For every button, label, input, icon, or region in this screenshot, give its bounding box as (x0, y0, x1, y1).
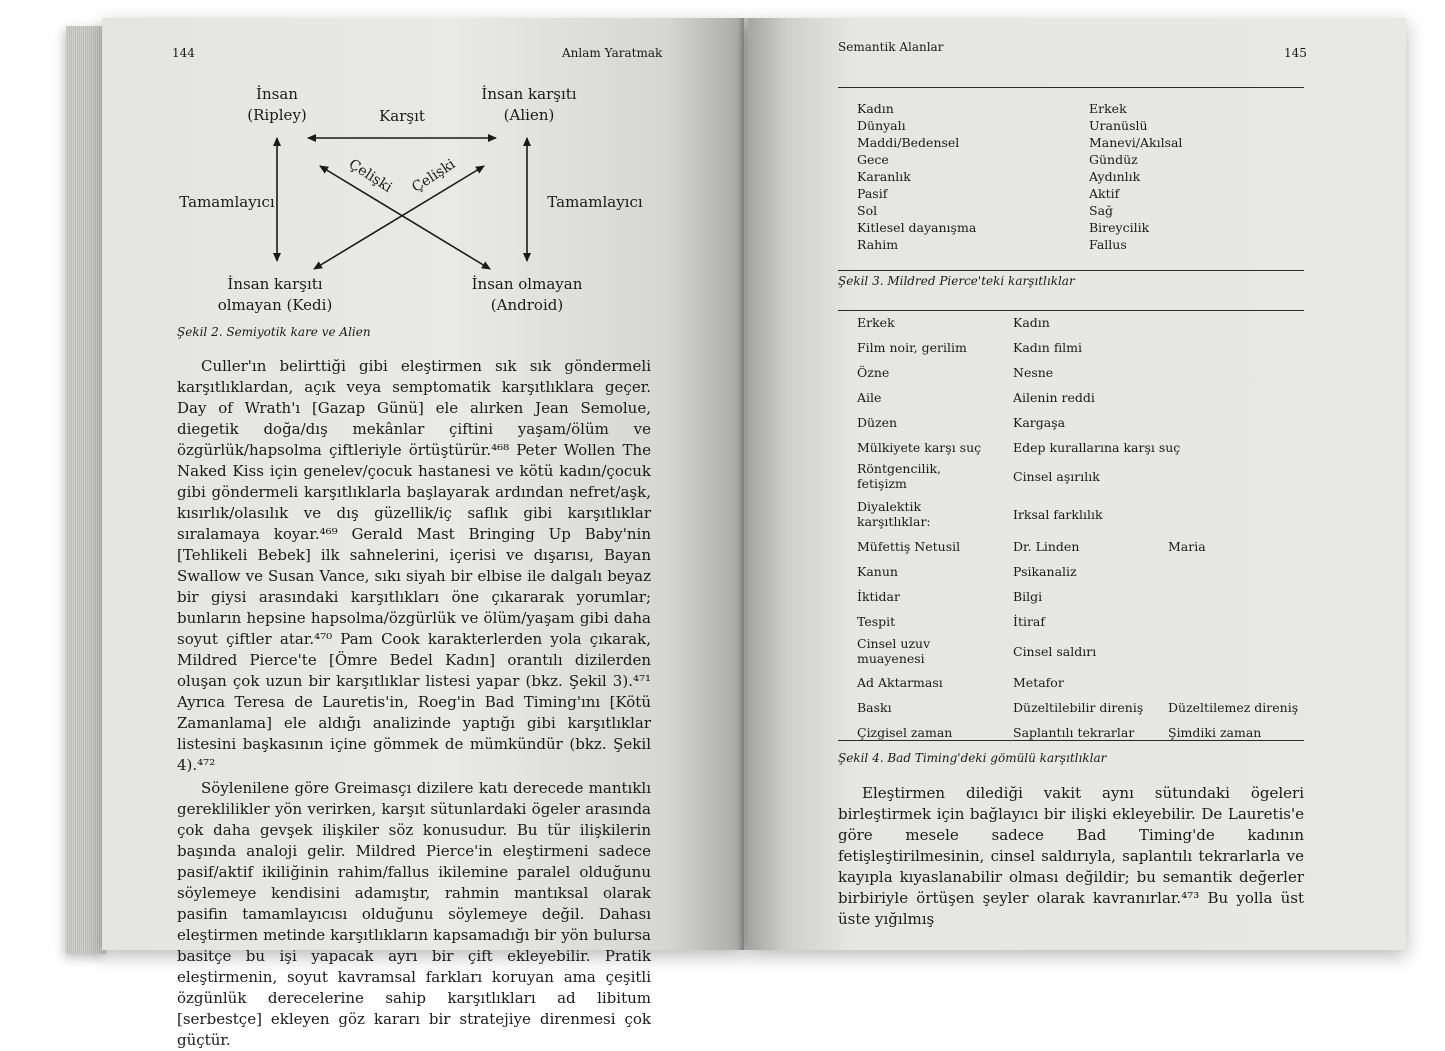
figure-4-cell: Metafor (1013, 675, 1064, 690)
relation-top: Karşıt (379, 107, 425, 125)
figure-4-cell: Film noir, gerilim (857, 340, 967, 355)
figure-4-cell: Cinsel aşırılık (1013, 469, 1100, 484)
figure-4-cell: Müfettiş Netusil (857, 539, 961, 554)
figure-3-left-item: Kitlesel dayanışma (857, 220, 977, 235)
node-bottom-left-line2: olmayan (Kedi) (217, 296, 333, 314)
figure-3-right-item: Erkek (1089, 101, 1127, 116)
figure-4-cell: Dr. Linden (1013, 539, 1080, 554)
figure-3-right-item: Aktif (1089, 186, 1120, 201)
figure-3-left-item: Pasif (857, 186, 888, 201)
relation-right: Tamamlayıcı (547, 193, 643, 211)
figure-3-right-item: Aydınlık (1089, 169, 1141, 184)
paragraph-2: Söylenilene göre Greimasçı dizilere katı derecede mantıklı gereklilikler yön verirken, karşıt sütunlardaki ögeler arasında çok daha gevşek ilişkiler söz konusudur. Bu tür ilişkilerin başında analoji gelir. Mildred Pierce'in eleştirmeni sadece pasif/aktif ikiliğinin rahim/fallus ikilemine paralel olduğunu söylemeye kendisini adamıştır, rahmin mantıksal olarak pasifin tamamlayıcısı olduğunu söylemeye değil. Dahası eleştirmen metinde karşıtlıkların kapsamadığı bir yön bulursa basitçe bu işi yapacak ayrı bir çift ekleyebilir. Pratik eleştirmenin, soyut kavramsal farkları koruyan ama çeşitli özgünlük derecelerine sahip karşıtlıkları ad libitum [serbestçe] ekleyen göz kararı bir stratejiye direnmesi çok güçtür. (177, 779, 651, 1049)
figure-4-caption: Şekil 4. Bad Timing'deki gömülü karşıtlıklar (838, 751, 1107, 765)
figure-4-cell: Kadın (1013, 315, 1050, 330)
paragraph-1: Culler'ın belirttiği gibi eleştirmen sık sık göndermeli karşıtlıklardan, açık veya semptomatik karşıtlıklara geçer. Day of Wrath'ı [Gazap Günü] ele alırken Jean Semolue, diegetik doğa/dış mekânlar çiftini yaşam/ölüm ve özgürlük/hapsolma çiftleriyle örtüştürür.⁴⁶⁸ Peter Wollen The Naked Kiss için genelev/çocuk hastanesi ve kötü kadın/çocuk gibi göndermeli karşıtlıklarla başlayarak ardından nefret/aşk, kısırlık/olasılık ve dış güzellik/iç saflık gibi karşıtlıklar sıralamaya koyar.⁴⁶⁹ Gerald Mast Bringing Up Baby'nin [Tehlikeli Bebek] ilk sahnelerini, içerisi ve dışarısı, Bayan Swallow ve Susan Vance, sıkı siyah bir elbise ile dalgalı beyaz bir giysi arasındaki karşıtlıkları öne çıkararak yorumlar; bunların hepsine hapsolma/özgürlük ve ölüm/yaşam gibi daha soyut çiftler atar.⁴⁷⁰ Pam Cook karakterlerden yola çıkarak, Mildred Pierce'te [Ömre Bedel Kadın] orantılı dizilerden oluşan çok uzun bir karşıtlıklar listesi yapar (bkz. Şekil 3).⁴⁷¹ Ayrıca Teresa de Lauretis'in, Roeg'in Bad Timing'ını [Kötü Zamanlama] ele aldığı analizinde yaptığı gibi karşıtlıklar listesini başkasının içine gömmek de mümkündür (bkz. Şekil 4).⁴⁷² (177, 357, 651, 774)
node-top-left-line1: İnsan (256, 85, 298, 103)
right-page (748, 18, 1406, 950)
figure-3-left-item: Rahim (857, 237, 899, 252)
node-bottom-right-line1: İnsan olmayan (471, 275, 583, 293)
figure-3-caption: Şekil 3. Mildred Pierce'teki karşıtlıklar (838, 274, 1075, 288)
figure-4-cell: Düzen (857, 415, 898, 430)
figure-4-cell: Erkek (857, 315, 895, 330)
figure-4-cell: Ailenin reddi (1013, 390, 1095, 405)
figure-4-cell: Baskı (857, 700, 892, 715)
running-head-right: Semantik Alanlar (838, 40, 944, 54)
page-number-right: 145 (1284, 46, 1307, 60)
diagram-arrows (102, 18, 744, 348)
node-bottom-right-line2: (Android) (490, 296, 564, 314)
figure-3-left-item: Kadın (857, 101, 894, 116)
figure-3-right-item: Fallus (1089, 237, 1127, 252)
figure-2-caption: Şekil 2. Semiyotik kare ve Alien (177, 325, 371, 339)
figure-4-cell: Kargaşa (1013, 415, 1066, 430)
left-body-text (177, 356, 651, 1051)
figure-3-right-item: Bireycilik (1089, 220, 1150, 235)
figure-4-cell: Psikanaliz (1013, 564, 1077, 579)
figure-4-cell: Tespit (857, 614, 896, 629)
node-bottom-left-line1: İnsan karşıtı (227, 275, 323, 293)
figure-4-cell: Irksal farklılık (1013, 507, 1103, 522)
figure-4-cell: Ad Aktarması (857, 675, 943, 690)
relation-diag-1: Çelişki (345, 156, 395, 196)
right-body-text (838, 783, 1304, 930)
figure-4-cell: Maria (1168, 539, 1206, 554)
node-top-right-line1: İnsan karşıtı (481, 85, 577, 103)
figure-3-right-item: Sağ (1089, 203, 1114, 218)
figure-4-cell: İktidar (857, 589, 900, 604)
figure-4-cell: Röntgencilik, fetişizm (857, 461, 942, 491)
figure-4-cell: Kanun (857, 564, 898, 579)
figure-3-left-item: Maddi/Bedensel (857, 135, 960, 150)
figure-4-cell: Aile (857, 390, 882, 405)
figure-4-cell: Özne (857, 365, 890, 380)
figure-4-cell: Nesne (1013, 365, 1054, 380)
left-page (102, 18, 744, 1049)
figure-4-cell: Kadın filmi (1013, 340, 1083, 355)
node-top-left-line2: (Ripley) (247, 106, 307, 124)
figure-3-left-item: Dünyalı (857, 118, 906, 133)
figure-4-cell: Saplantılı tekrarlar (1013, 725, 1135, 740)
figure-3-left-column (857, 100, 976, 253)
node-top-right-line2: (Alien) (503, 106, 555, 124)
paragraph-right: Eleştirmen dilediği vakit aynı sütundaki ögeleri birleştirmek için bağlayıcı bir ilişki ekleyebilir. De Lauretis'e göre mesele sadece Bad Timing'de kadının fetişleştirilmesinin, cinsel saldırıyla, saplantılı tekrarlarla ve kayıpla kıyaslanabilir olması değildir; bu semantik değerler birbiriyle örtüşen şeyler olarak kavranırlar.⁴⁷³ Bu yolla üst üste yığılmış (838, 784, 1304, 928)
book-page-edges (66, 26, 106, 954)
figure-4-cell: Diyalektik karşıtlıklar: (857, 499, 931, 529)
figure-3-right-column (1089, 100, 1182, 253)
relation-diag-2: Çelişki (409, 156, 459, 196)
figure-4-cell: Çizgisel zaman (857, 725, 953, 740)
figure-4-cell: Mülkiyete karşı suç (857, 440, 982, 455)
figure-4-cell: Cinsel uzuv muayenesi (857, 636, 931, 666)
figure-4-top-rule (838, 310, 1304, 311)
figure-3-left-item: Sol (857, 203, 878, 218)
figure-4-cell: Bilgi (1013, 589, 1043, 604)
page-number-left: 144 (172, 46, 195, 60)
figure-3-top-rule (838, 87, 1304, 88)
figure-4-cell: Cinsel saldırı (1013, 644, 1097, 659)
figure-4-cell: Şimdiki zaman (1168, 725, 1262, 740)
running-head-left: Anlam Yaratmak (562, 46, 663, 60)
figure-4-cell: İtiraf (1013, 614, 1046, 629)
figure-3-right-item: Uranüslü (1089, 118, 1148, 133)
figure-3-bottom-rule (838, 270, 1304, 271)
arrow-contradiction-1 (320, 166, 490, 269)
figure-4-cell: Düzeltilemez direniş (1168, 700, 1299, 715)
figure-3-left-item: Karanlık (857, 169, 911, 184)
figure-4-cell: Düzeltilebilir direniş (1013, 700, 1144, 715)
figure-3-right-item: Gündüz (1089, 152, 1138, 167)
figure-3-left-item: Gece (857, 152, 889, 167)
figure-3-right-item: Manevi/Akılsal (1089, 135, 1183, 150)
relation-left: Tamamlayıcı (179, 193, 275, 211)
figure-4-cell: Edep kurallarına karşı suç (1013, 440, 1181, 455)
arrow-contradiction-2 (314, 166, 484, 269)
figure-4-bottom-rule (838, 740, 1304, 741)
